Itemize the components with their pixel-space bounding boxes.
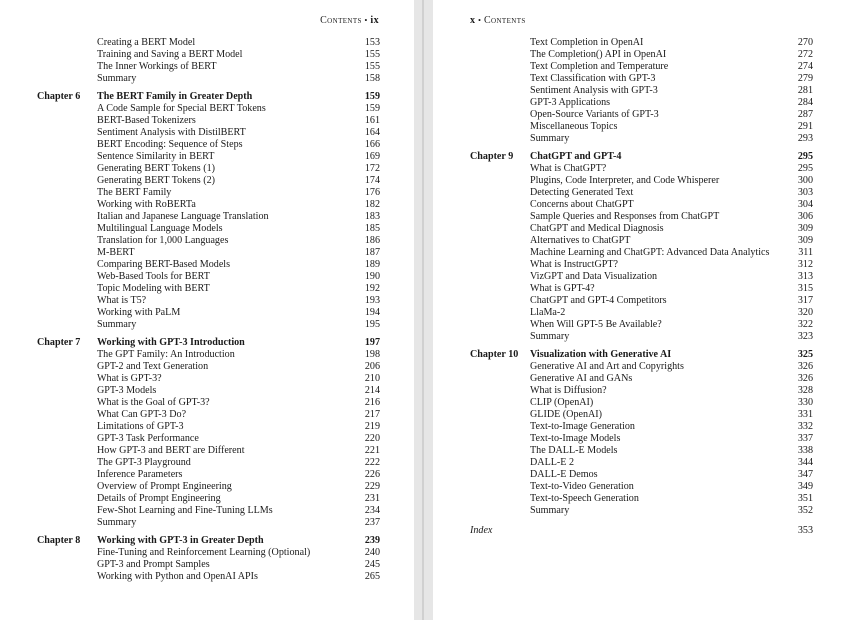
entry-page-number: 216: [364, 397, 380, 408]
entry-title: When Will GPT-5 Be Available?: [530, 319, 662, 330]
toc-entry: [37, 199, 380, 211]
entry-title: The GPT Family: An Introduction: [97, 349, 235, 360]
entry-title: Text Completion in OpenAI: [530, 37, 644, 48]
toc-entry: [37, 481, 380, 493]
toc-list-right: [470, 37, 813, 537]
entry-page-number: 240: [364, 547, 380, 558]
toc-entry: [37, 409, 380, 421]
entry-page-number: 291: [797, 121, 813, 132]
entry-title: Concerns about ChatGPT: [530, 199, 634, 210]
toc-entry: [37, 397, 380, 409]
entry-title: The Inner Workings of BERT: [97, 61, 217, 72]
toc-entry: [37, 223, 380, 235]
entry-page-number: 344: [797, 457, 813, 468]
toc-entry: [37, 187, 380, 199]
toc-entry: [470, 457, 813, 469]
toc-entry: [470, 85, 813, 97]
entry-title: Translation for 1,000 Languages: [97, 235, 229, 246]
toc-entry: [470, 319, 813, 331]
toc-entry: [470, 235, 813, 247]
entry-page-number: 186: [364, 235, 380, 246]
entry-page-number: 281: [797, 85, 813, 96]
toc-entry: [470, 73, 813, 85]
toc-entry: [470, 493, 813, 505]
entry-title: Text-to-Image Models: [530, 433, 621, 444]
entry-page-number: 315: [797, 283, 813, 294]
toc-entry: [470, 271, 813, 283]
toc-entry: [470, 307, 813, 319]
entry-title: How GPT-3 and BERT are Different: [97, 445, 245, 456]
entry-title: Summary: [97, 517, 137, 528]
toc-entry: [470, 331, 813, 343]
entry-title: CLIP (OpenAI): [530, 397, 594, 408]
toc-entry: [470, 505, 813, 517]
entry-page-number: 158: [364, 73, 380, 84]
toc-entry: [37, 271, 380, 283]
entry-page-number: 293: [797, 133, 813, 144]
toc-entry: [37, 307, 380, 319]
entry-page-number: 326: [797, 373, 813, 384]
entry-page-number: 197: [364, 337, 380, 348]
toc-entry: [37, 559, 380, 571]
toc-chapter-row: [37, 337, 380, 349]
entry-title: Text-to-Speech Generation: [530, 493, 639, 504]
entry-page-number: 306: [797, 211, 813, 222]
toc-entry: [37, 49, 380, 61]
toc-entry: [470, 97, 813, 109]
toc-entry: [37, 373, 380, 385]
entry-title: What Can GPT-3 Do?: [97, 409, 187, 420]
entry-page-number: 239: [364, 535, 380, 546]
entry-title: Generating BERT Tokens (2): [97, 175, 216, 186]
entry-title: Sentiment Analysis with GPT-3: [530, 85, 658, 96]
entry-page-number: 219: [364, 421, 380, 432]
toc-entry: [37, 283, 380, 295]
entry-page-number: 172: [364, 163, 380, 174]
running-head-page-number: ix: [370, 15, 379, 26]
entry-page-number: 317: [797, 295, 813, 306]
running-head-page-number: x: [470, 15, 476, 26]
entry-title: What is GPT-3?: [97, 373, 162, 384]
entry-page-number: 206: [364, 361, 380, 372]
entry-page-number: 322: [797, 319, 813, 330]
entry-page-number: 176: [364, 187, 380, 198]
entry-page-number: 153: [364, 37, 380, 48]
entry-page-number: 274: [797, 61, 813, 72]
toc-entry: [37, 349, 380, 361]
entry-title: What is GPT-4?: [530, 283, 595, 294]
entry-title: Italian and Japanese Language Translation: [97, 211, 269, 222]
entry-page-number: 217: [364, 409, 380, 420]
toc-entry: [37, 61, 380, 73]
toc-entry: [470, 37, 813, 49]
entry-title: Sentiment Analysis with DistilBERT: [97, 127, 246, 138]
entry-page-number: 295: [797, 151, 813, 162]
toc-chapter-row: [37, 535, 380, 547]
entry-page-number: 270: [797, 37, 813, 48]
running-head-separator: •: [477, 15, 482, 25]
entry-title: ChatGPT and GPT-4: [530, 151, 622, 162]
toc-entry: [470, 121, 813, 133]
entry-page-number: 155: [364, 61, 380, 72]
toc-entry: [470, 175, 813, 187]
entry-title: GPT-3 and Prompt Samples: [97, 559, 210, 570]
toc-chapter-row: [37, 91, 380, 103]
entry-title: The DALL-E Models: [530, 445, 618, 456]
entry-page-number: 265: [364, 571, 380, 582]
toc-entry: [470, 199, 813, 211]
entry-title: The GPT-3 Playground: [97, 457, 191, 468]
entry-page-number: 161: [364, 115, 380, 126]
toc-entry: [37, 295, 380, 307]
entry-page-number: 303: [797, 187, 813, 198]
entry-title: The BERT Family in Greater Depth: [97, 91, 253, 102]
entry-title: Summary: [530, 505, 570, 516]
entry-title: Web-Based Tools for BERT: [97, 271, 210, 282]
entry-title: ChatGPT and GPT-4 Competitors: [530, 295, 667, 306]
entry-page-number: 198: [364, 349, 380, 360]
toc-entry: [470, 109, 813, 121]
toc-entry: [470, 259, 813, 271]
entry-page-number: 323: [797, 331, 813, 342]
entry-title: Text Completion and Temperature: [530, 61, 669, 72]
toc-entry: [37, 505, 380, 517]
entry-page-number: 221: [364, 445, 380, 456]
entry-page-number: 338: [797, 445, 813, 456]
page-gutter: [414, 0, 433, 620]
toc-entry: [37, 37, 380, 49]
entry-page-number: 189: [364, 259, 380, 270]
entry-title: Summary: [97, 73, 137, 84]
entry-title: Working with PaLM: [97, 307, 181, 318]
entry-page-number: 159: [364, 91, 380, 102]
running-head-left: [320, 15, 379, 26]
entry-title: Text-to-Image Generation: [530, 421, 635, 432]
toc-chapter-row: [470, 151, 813, 163]
running-head-right: [470, 15, 526, 26]
entry-page-number: 279: [797, 73, 813, 84]
entry-page-number: 312: [797, 259, 813, 270]
entry-page-number: 325: [797, 349, 813, 360]
toc-entry: [470, 373, 813, 385]
entry-title: Sample Queries and Responses from ChatGPT: [530, 211, 720, 222]
toc-list-left: [37, 37, 380, 583]
entry-title: Overview of Prompt Engineering: [97, 481, 232, 492]
right-page: [433, 0, 849, 620]
entry-title: What is Diffusion?: [530, 385, 607, 396]
toc-entry: [470, 361, 813, 373]
entry-page-number: 214: [364, 385, 380, 396]
entry-title: Multilingual Language Models: [97, 223, 223, 234]
entry-title: Limitations of GPT-3: [97, 421, 184, 432]
entry-title: Machine Learning and ChatGPT: Advanced Data Analytics: [530, 247, 770, 258]
entry-title: Summary: [530, 331, 570, 342]
toc-entry: [37, 175, 380, 187]
entry-page-number: 164: [364, 127, 380, 138]
entry-title: Working with GPT-3 Introduction: [97, 337, 245, 348]
chapter-label: Chapter 9: [470, 151, 514, 162]
entry-page-number: 313: [797, 271, 813, 282]
entry-page-number: 326: [797, 361, 813, 372]
toc-entry: [37, 211, 380, 223]
entry-page-number: 166: [364, 139, 380, 150]
entry-page-number: 353: [797, 525, 813, 536]
toc-entry: [37, 151, 380, 163]
entry-page-number: 229: [364, 481, 380, 492]
entry-title: What is ChatGPT?: [530, 163, 607, 174]
toc-entry: [470, 397, 813, 409]
entry-title: GPT-3 Applications: [530, 97, 611, 108]
entry-title: Alternatives to ChatGPT: [530, 235, 631, 246]
entry-page-number: 231: [364, 493, 380, 504]
entry-page-number: 332: [797, 421, 813, 432]
toc-entry: [470, 187, 813, 199]
entry-page-number: 349: [797, 481, 813, 492]
entry-page-number: 185: [364, 223, 380, 234]
toc-entry: [37, 247, 380, 259]
entry-page-number: 304: [797, 199, 813, 210]
entry-title: Summary: [97, 319, 137, 330]
entry-page-number: 159: [364, 103, 380, 114]
entry-title: Visualization with Generative AI: [530, 349, 672, 360]
entry-title: Detecting Generated Text: [530, 187, 634, 198]
chapter-label: Chapter 10: [470, 349, 519, 360]
toc-entry: [37, 433, 380, 445]
entry-title: The BERT Family: [97, 187, 172, 198]
entry-title: VizGPT and Data Visualization: [530, 271, 658, 282]
entry-page-number: 210: [364, 373, 380, 384]
toc-entry: [470, 247, 813, 259]
toc-chapter-row: [470, 349, 813, 361]
entry-title: The Completion() API in OpenAI: [530, 49, 667, 60]
toc-entry: [37, 127, 380, 139]
entry-title: What is InstructGPT?: [530, 259, 619, 270]
toc-entry: [470, 133, 813, 145]
toc-index-row: [470, 525, 813, 537]
entry-title: Text-to-Video Generation: [530, 481, 634, 492]
entry-page-number: 347: [797, 469, 813, 480]
entry-page-number: 330: [797, 397, 813, 408]
entry-page-number: 220: [364, 433, 380, 444]
toc-entry: [470, 283, 813, 295]
left-page: [0, 0, 414, 620]
entry-title: Working with Python and OpenAI APIs: [97, 571, 258, 582]
entry-title: Creating a BERT Model: [97, 37, 196, 48]
entry-title: What is T5?: [97, 295, 147, 306]
chapter-label: Chapter 8: [37, 535, 81, 546]
entry-title: BERT-Based Tokenizers: [97, 115, 196, 126]
toc-entry: [37, 385, 380, 397]
entry-title: GPT-3 Models: [97, 385, 157, 396]
entry-page-number: 195: [364, 319, 380, 330]
entry-page-number: 187: [364, 247, 380, 258]
entry-title: Topic Modeling with BERT: [97, 283, 210, 294]
entry-page-number: 272: [797, 49, 813, 60]
entry-page-number: 295: [797, 163, 813, 174]
entry-page-number: 300: [797, 175, 813, 186]
toc-entry: [37, 163, 380, 175]
entry-title: ChatGPT and Medical Diagnosis: [530, 223, 664, 234]
running-head-label: Contents: [320, 15, 362, 26]
entry-page-number: 309: [797, 235, 813, 246]
entry-title: Few-Shot Learning and Fine-Tuning LLMs: [97, 505, 273, 516]
entry-page-number: 222: [364, 457, 380, 468]
toc-entry: [470, 211, 813, 223]
entry-title: GPT-2 and Text Generation: [97, 361, 209, 372]
toc-entry: [37, 259, 380, 271]
entry-title: Details of Prompt Engineering: [97, 493, 221, 504]
entry-page-number: 245: [364, 559, 380, 570]
entry-title: Summary: [530, 133, 570, 144]
toc-entry: [37, 493, 380, 505]
entry-page-number: 311: [798, 247, 813, 258]
running-head-label: Contents: [483, 15, 526, 26]
entry-title: Comparing BERT-Based Models: [97, 259, 231, 270]
toc-entry: [470, 385, 813, 397]
toc-entry: [37, 457, 380, 469]
entry-page-number: 237: [364, 517, 380, 528]
toc-entry: [37, 421, 380, 433]
toc-entry: [470, 223, 813, 235]
toc-entry: [470, 421, 813, 433]
toc-entry: [470, 409, 813, 421]
entry-page-number: 328: [797, 385, 813, 396]
entry-page-number: 320: [797, 307, 813, 318]
toc-entry: [470, 481, 813, 493]
entry-title: Text Classification with GPT-3: [530, 73, 656, 84]
entry-page-number: 169: [364, 151, 380, 162]
entry-page-number: 331: [797, 409, 813, 420]
entry-page-number: 193: [364, 295, 380, 306]
entry-title: Working with RoBERTa: [97, 199, 196, 210]
entry-title: DALL-E Demos: [530, 469, 598, 480]
entry-title: GLIDE (OpenAI): [530, 409, 603, 420]
entry-page-number: 226: [364, 469, 380, 480]
toc-entry: [37, 139, 380, 151]
entry-title: DALL-E 2: [530, 457, 575, 468]
entry-page-number: 234: [364, 505, 380, 516]
entry-title: BERT Encoding: Sequence of Steps: [97, 139, 243, 150]
entry-page-number: 309: [797, 223, 813, 234]
toc-entry: [37, 73, 380, 85]
toc-entry: [37, 103, 380, 115]
entry-page-number: 351: [797, 493, 813, 504]
entry-page-number: 155: [364, 49, 380, 60]
entry-title: Index: [470, 525, 493, 536]
entry-page-number: 284: [797, 97, 813, 108]
entry-title: Sentence Similarity in BERT: [97, 151, 215, 162]
entry-title: M-BERT: [97, 247, 135, 258]
toc-entry: [470, 163, 813, 175]
entry-page-number: 183: [364, 211, 380, 222]
entry-title: Fine-Tuning and Reinforcement Learning (Optional): [97, 547, 311, 558]
toc-entry: [470, 49, 813, 61]
toc-entry: [470, 433, 813, 445]
chapter-label: Chapter 6: [37, 91, 81, 102]
entry-title: Generating BERT Tokens (1): [97, 163, 216, 174]
toc-entry: [470, 61, 813, 73]
entry-title: Plugins, Code Interpreter, and Code Whisperer: [530, 175, 720, 186]
entry-title: Working with GPT-3 in Greater Depth: [97, 535, 264, 546]
entry-page-number: 192: [364, 283, 380, 294]
toc-entry: [37, 235, 380, 247]
entry-page-number: 337: [797, 433, 813, 444]
toc-entry: [470, 295, 813, 307]
toc-entry: [37, 361, 380, 373]
entry-page-number: 194: [364, 307, 380, 318]
toc-entry: [37, 445, 380, 457]
entry-title: Open-Source Variants of GPT-3: [530, 109, 659, 120]
toc-entry: [470, 469, 813, 481]
entry-title: Inference Parameters: [97, 469, 183, 480]
toc-entry: [37, 571, 380, 583]
entry-page-number: 352: [797, 505, 813, 516]
entry-title: LlaMa-2: [530, 307, 566, 318]
entry-title: Training and Saving a BERT Model: [97, 49, 243, 60]
entry-page-number: 174: [364, 175, 380, 186]
entry-title: What is the Goal of GPT-3?: [97, 397, 210, 408]
chapter-label: Chapter 7: [37, 337, 81, 348]
entry-title: Generative AI and Art and Copyrights: [530, 361, 684, 372]
entry-title: GPT-3 Task Performance: [97, 433, 199, 444]
entry-title: Miscellaneous Topics: [530, 121, 618, 132]
toc-entry: [37, 115, 380, 127]
entry-page-number: 190: [364, 271, 380, 282]
entry-page-number: 287: [797, 109, 813, 120]
toc-entry: [37, 319, 380, 331]
entry-title: Generative AI and GANs: [530, 373, 633, 384]
toc-entry: [37, 547, 380, 559]
toc-entry: [470, 445, 813, 457]
toc-entry: [37, 469, 380, 481]
entry-page-number: 182: [364, 199, 380, 210]
toc-entry: [37, 517, 380, 529]
running-head-separator: •: [364, 15, 368, 25]
entry-title: A Code Sample for Special BERT Tokens: [97, 103, 266, 114]
